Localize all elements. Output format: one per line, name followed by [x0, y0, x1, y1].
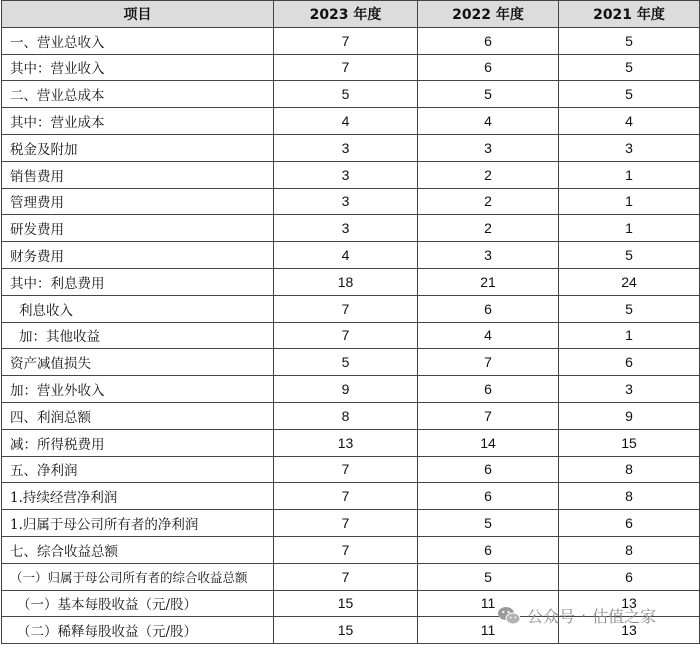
table-row — [2, 81, 700, 108]
value-2021: 6 — [559, 563, 700, 590]
value-2023: 3 — [274, 161, 418, 188]
header-year-2022: 2022 年度 — [418, 1, 559, 28]
row-label: 管理费用 — [2, 188, 274, 215]
value-2023: 18 — [274, 268, 418, 295]
value-2023: 4 — [274, 242, 418, 269]
value-2021: 5 — [559, 295, 700, 322]
watermark-source: 公众号 — [527, 607, 576, 626]
value-2023: 7 — [274, 295, 418, 322]
row-label: 财务费用 — [2, 242, 274, 269]
table-row — [2, 563, 700, 590]
value-2022: 6 — [418, 27, 559, 54]
value-2022: 7 — [418, 349, 559, 376]
value-2022: 2 — [418, 188, 559, 215]
value-2021: 9 — [559, 402, 700, 429]
row-label: 其中：营业收入 — [2, 54, 274, 81]
value-2022: 21 — [418, 268, 559, 295]
row-label: 一、营业总收入 — [2, 27, 274, 54]
value-2023: 8 — [274, 402, 418, 429]
value-2021: 5 — [559, 242, 700, 269]
row-label: 研发费用 — [2, 215, 274, 242]
value-2023: 7 — [274, 27, 418, 54]
row-label: 五、净利润 — [2, 456, 274, 483]
table-row — [2, 590, 700, 617]
value-2022: 7 — [418, 402, 559, 429]
table-row — [2, 188, 700, 215]
value-2021: 15 — [559, 429, 700, 456]
value-2023: 4 — [274, 108, 418, 135]
row-label: 资产减值损失 — [2, 349, 274, 376]
row-label: 二、营业总成本 — [2, 81, 274, 108]
value-2023: 7 — [274, 54, 418, 81]
value-2021: 8 — [559, 456, 700, 483]
value-2021: 6 — [559, 349, 700, 376]
value-2022: 3 — [418, 242, 559, 269]
table-row — [2, 295, 700, 322]
value-2021: 8 — [559, 483, 700, 510]
value-2021: 5 — [559, 81, 700, 108]
value-2023: 13 — [274, 429, 418, 456]
row-label: 利息收入 — [2, 295, 274, 322]
row-label: （一）归属于母公司所有者的综合收益总额 — [2, 563, 274, 590]
table-row — [2, 161, 700, 188]
value-2022: 6 — [418, 483, 559, 510]
table-row — [2, 27, 700, 54]
row-label: 减：所得税费用 — [2, 429, 274, 456]
row-label: 税金及附加 — [2, 134, 274, 161]
value-2022: 4 — [418, 322, 559, 349]
row-label: 其中：利息费用 — [2, 268, 274, 295]
value-2021: 1 — [559, 161, 700, 188]
value-2021: 1 — [559, 188, 700, 215]
value-2021: 5 — [559, 27, 700, 54]
value-2023: 9 — [274, 376, 418, 403]
row-label: （二）稀释每股收益（元/股） — [2, 617, 274, 644]
value-2022: 5 — [418, 510, 559, 537]
row-label: 加：营业外收入 — [2, 376, 274, 403]
value-2022: 6 — [418, 295, 559, 322]
value-2021: 13 — [559, 617, 700, 644]
income-statement-table — [1, 0, 700, 644]
value-2022: 5 — [418, 563, 559, 590]
value-2021: 3 — [559, 134, 700, 161]
value-2021: 1 — [559, 215, 700, 242]
header-item: 项目 — [2, 1, 274, 28]
value-2022: 2 — [418, 161, 559, 188]
value-2022: 14 — [418, 429, 559, 456]
value-2022: 11 — [418, 617, 559, 644]
table-row — [2, 54, 700, 81]
row-label: 1.持续经营净利润 — [2, 483, 274, 510]
header-year-2021: 2021 年度 — [559, 1, 700, 28]
row-label: 1.归属于母公司所有者的净利润 — [2, 510, 274, 537]
value-2021: 24 — [559, 268, 700, 295]
value-2022: 6 — [418, 456, 559, 483]
value-2023: 15 — [274, 617, 418, 644]
value-2021: 5 — [559, 54, 700, 81]
table-row — [2, 349, 700, 376]
watermark-name: 估值之家 — [592, 607, 657, 626]
value-2022: 6 — [418, 376, 559, 403]
row-label: 加：其他收益 — [2, 322, 274, 349]
table-row — [2, 617, 700, 644]
value-2022: 3 — [418, 134, 559, 161]
row-label: 四、利润总额 — [2, 402, 274, 429]
value-2021: 1 — [559, 322, 700, 349]
value-2023: 3 — [274, 215, 418, 242]
value-2022: 2 — [418, 215, 559, 242]
value-2021: 3 — [559, 376, 700, 403]
value-2023: 5 — [274, 81, 418, 108]
value-2022: 11 — [418, 590, 559, 617]
value-2023: 3 — [274, 134, 418, 161]
table-row — [2, 510, 700, 537]
value-2023: 5 — [274, 349, 418, 376]
table-row — [2, 108, 700, 135]
row-label: 销售费用 — [2, 161, 274, 188]
table-row — [2, 215, 700, 242]
value-2022: 6 — [418, 54, 559, 81]
value-2023: 7 — [274, 456, 418, 483]
row-label: 其中：营业成本 — [2, 108, 274, 135]
table-row — [2, 268, 700, 295]
value-2023: 7 — [274, 563, 418, 590]
value-2021: 8 — [559, 536, 700, 563]
table-row — [2, 242, 700, 269]
table-row — [2, 483, 700, 510]
value-2023: 7 — [274, 536, 418, 563]
value-2021: 4 — [559, 108, 700, 135]
table-row — [2, 456, 700, 483]
table-row — [2, 536, 700, 563]
value-2021: 13 — [559, 590, 700, 617]
row-label: （一）基本每股收益（元/股） — [2, 590, 274, 617]
value-2023: 7 — [274, 322, 418, 349]
header-year-2023: 2023 年度 — [274, 1, 418, 28]
value-2021: 6 — [559, 510, 700, 537]
value-2023: 7 — [274, 483, 418, 510]
table-row — [2, 376, 700, 403]
value-2022: 6 — [418, 536, 559, 563]
table-row — [2, 402, 700, 429]
table-row — [2, 322, 700, 349]
value-2022: 5 — [418, 81, 559, 108]
table-row — [2, 429, 700, 456]
value-2023: 15 — [274, 590, 418, 617]
table-row — [2, 134, 700, 161]
header-row — [2, 1, 700, 28]
watermark-separator: · — [581, 606, 587, 625]
row-label: 七、综合收益总额 — [2, 536, 274, 563]
value-2023: 7 — [274, 510, 418, 537]
value-2022: 4 — [418, 108, 559, 135]
value-2023: 3 — [274, 188, 418, 215]
